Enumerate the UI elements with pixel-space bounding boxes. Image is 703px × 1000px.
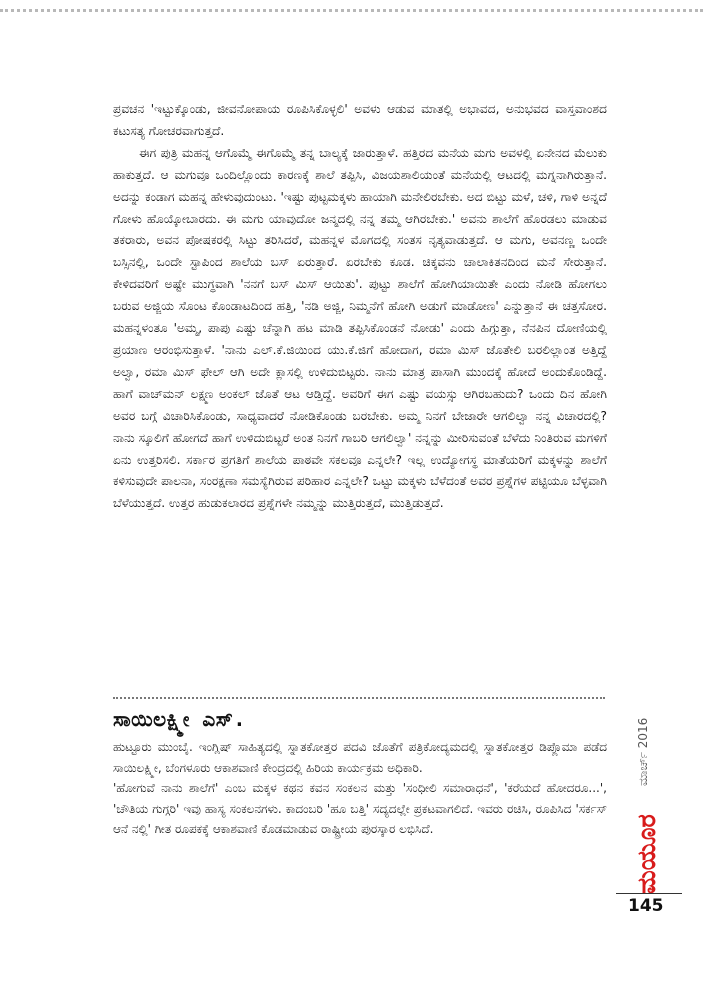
bio-paragraph: ಹುಟ್ಟೂರು ಮುಂಬೈ. ಇಂಗ್ಲಿಷ್ ಸಾಹಿತ್ಯದಲ್ಲಿ ಸ್ನಾತಕೋತ್ತರ ಪದವಿ ಜೊತೆಗೆ ಪತ್ರಿಕೋದ್ಯಮದಲ್ಲಿ ಸ್ನಾತಕೋತ್ತರ ಡಿಪ್ಲೊಮಾ ಪಡೆದ ಸಾಯಿಲಕ್ಷ್ಮೀ, ಬೆಂಗಳೂರು ಆಕಾಶವಾಣಿ ಕೇಂದ್ರದಲ್ಲಿ ಹಿರಿಯ ಕಾರ್ಯಕ್ರಮ ಅಧಿಕಾರಿ. <box>113 740 607 775</box>
issue-date: ಮಾರ್ಚ್ 2016 <box>636 717 650 786</box>
article-paragraph: ಪ್ರವಚನ 'ಇಟ್ಟುಕ್ಕೊಂಡು, ಜೀವನೋಪಾಯ ರೂಪಿಸಿಕೊಳ್ಳಲಿ' ಅವಳು ಆಡುವ ಮಾತಲ್ಲಿ ಅಭಾವದ, ಅನುಭವದ ವಾಸ್ತವಾಂಶದ ಕಟುಸತ್ಯ ಗೋಚರವಾಗುತ್ತದೆ. <box>113 102 607 138</box>
author-name-heading: ಸಾಯಿಲಕ್ಷ್ಮೀ ಎಸ್. <box>113 707 246 731</box>
section-divider <box>113 697 605 699</box>
author-bio <box>113 737 607 840</box>
bio-paragraph: 'ಹೋಗುವೆ ನಾನು ಶಾಲೆಗೆ' ಎಂಬ ಮಕ್ಕಳ ಕಥನ ಕವನ ಸಂಕಲನ ಮತ್ತು 'ಸಂಧೀಲಿ ಸಮಾರಾಧನೆ', 'ಕರೆಯದೆ ಹೋದರೂ...', 'ಚೌತಿಯ ಗುಗ್ಗರಿ' ಇವು ಹಾಸ್ಯ ಸಂಕಲನಗಳು. ಕಾದಂಬರಿ 'ಹೂ ಬತ್ತಿ' ಸದ್ಯದಲ್ಲೇ ಪ್ರಕಟವಾಗಲಿದೆ. ಇವರು ರಚಿಸಿ, ರೂಪಿಸಿದ 'ಸರ್ಕಸ್ ಆನೆ ನಲ್ಲಿ' ಗೀತ ರೂಪಕಕ್ಕೆ ಆಕಾಶವಾಣಿ ಕೊಡಮಾಡುವ ರಾಷ್ಟ್ರೀಯ ಪುರಸ್ಕಾರ ಲಭಿಸಿದೆ. <box>113 781 607 836</box>
page-number-rule <box>616 893 682 894</box>
magazine-logo: ಮಯೂರ <box>632 814 661 894</box>
article-body <box>113 99 607 515</box>
article-paragraph: ಈಗ ಪುತ್ರಿ ಮಹನ್ನ ಆಗೊಮ್ಮೆ ಈಗೊಮ್ಮೆ ತನ್ನ ಬಾಲ್ಯಕ್ಕೆ ಜಾರುತ್ತಾಳೆ. ಹತ್ತಿರದ ಮನೆಯ ಮಗು ಅವಳಲ್ಲಿ ಏನೇನದ ಮೆಲುಕು ಹಾಕುತ್ತದೆ. ಆ ಮಗುವೂ ಒಂದಿಲ್ಲೊಂದು ಕಾರಣಕ್ಕೆ ಶಾಲೆ ತಪ್ಪಿಸಿ, ವಿಜಯಶಾಲಿಯಂತೆ ಮನೆಯಲ್ಲಿ ಆಟದಲ್ಲಿ ಮಗ್ನನಾಗಿರುತ್ತಾನೆ. ಅದನ್ನು ಕಂಡಾಗ ಮಹನ್ನ ಹೇಳುವುದುಂಟು. 'ಇಷ್ಟು ಪುಟ್ಟಮಕ್ಕಳು ಹಾಯಾಗಿ ಮನೇಲಿರಬೇಕು. ಅದ ಬಿಟ್ಟು ಮಳೆ, ಚಳಿ, ಗಾಳಿ ಅನ್ನದೆ ಗೋಳು ಹೊಯ್ಕೋಬಾರದು. ಈ ಮಗು ಯಾವುದೋ ಜನ್ಮದಲ್ಲಿ ನನ್ನ ತಮ್ಮ ಆಗಿರಬೇಕು.' ಅವನು ಶಾಲೆಗೆ ಹೊರಡಲು ಮಾಡುವ ತಕರಾರು, ಅವನ ಪೋಷಕರಲ್ಲಿ ಸಿಟ್ಟು ತರಿಸಿದರೆ, ಮಹನ್ನಳ ಮೊಗದಲ್ಲಿ ಸಂತಸ ನೃತ್ಯವಾಡುತ್ತದೆ. ಆ ಮಗು, ಅವನಣ್ಣ ಒಂದೇ ಬಸ್ಸಿನಲ್ಲಿ, ಒಂದೇ ಸ್ಟಾಪಿಂದ ಶಾಲೆಯ ಬಸ್ ಏರುತ್ತಾರೆ. ಏರಬೇಕು ಕೂಡ. ಚಿಕ್ಕವನು ಚಾಲಾಕಿತನದಿಂದ ಮನೆ ಸೇರುತ್ತಾನೆ. ಕೇಳಿದವರಿಗೆ ಅಷ್ಟೇ ಮುಗ್ಧವಾಗಿ 'ನನಗೆ ಬಸ್ ಮಿಸ್ ಆಯಿತು'. ಪುಟ್ಟು ಶಾಲೆಗೆ ಹೋಗಿಯಾಯಿತೇ ಎಂದು ನೋಡಿ ಹೋಗಲು ಬರುವ ಅಜ್ಜಿಯ ಸೊಂಟ ಕೊಂಡಾಟದಿಂದ ಹತ್ತಿ, 'ನಡಿ ಅಜ್ಜಿ, ನಿಮ್ಮನೆಗೆ ಹೋಗಿ ಅಡುಗೆ ಮಾಡೋಣ' ಎನ್ನುತ್ತಾನೆ ಈ ಚತ್ತಸೋರ. ಮಹನ್ನಳಂತೂ 'ಅಮ್ಮ, ಪಾಪು ಎಷ್ಟು ಚೆನ್ನಾಗಿ ಹಟ ಮಾಡಿ ತಪ್ಪಿಸಿಕೊಂಡನೆ ನೋಡು' ಎಂದು ಹಿಗ್ಗುತ್ತಾ, ನೆನಪಿನ ದೋಣಿಯಲ್ಲಿ ಪ್ರಯಾಣ ಆರಂಭಿಸುತ್ತಾಳೆ. 'ನಾನು ಎಲ್.ಕೆ.ಜಿಯಿಂದ ಯು.ಕೆ.ಜಿಗೆ ಹೋದಾಗ, ರಮಾ ಮಿಸ್ ಜೊತೇಲಿ ಬರಲಿಲ್ಲಾಂತ ಅತ್ತಿದ್ದೆ ಅಲ್ವಾ, ರಮಾ ಮಿಸ್ ಫೇಲ್ ಆಗಿ ಅದೇ ಕ್ಲಾಸಲ್ಲಿ ಉಳಿದುಬಿಟ್ಟರು. ನಾನು ಮಾತ್ರ ಪಾಸಾಗಿ ಮುಂದಕ್ಕೆ ಹೋದೆ ಅಂದುಕೊಂಡಿದ್ದೆ. ಹಾಗೆ ವಾಚ್‌ಮನ್ ಲಕ್ಷ್ಮಣ ಅಂಕಲ್ ಜೊತೆ ಆಟ ಆಡ್ತಿದ್ದೆ. ಅವರಿಗೆ ಈಗ ಎಷ್ಟು ವಯಸ್ಸು ಆಗಿರಬಹುದು? ಒಂದು ದಿನ ಹೋಗಿ ಅವರ ಬಗ್ಗೆ ವಿಚಾರಿಸಿಕೊಂಡು, ಸಾಧ್ಯವಾದರೆ ನೋಡಿಕೊಂಡು ಬರಬೇಕು. ಅಮ್ಮ ನಿನಗೆ ಬೇಜಾರೇ ಆಗಲಿಲ್ವಾ ನನ್ನ ವಿಚಾರದಲ್ಲಿ? ನಾನು ಸ್ಕೂಲಿಗೆ ಹೋಗದೆ ಹಾಗೆ ಉಳಿದುಬಿಟ್ಟರೆ ಅಂತ ನಿನಗೆ ಗಾಬರಿ ಆಗಲಿಲ್ವಾ' ನನ್ನನ್ನು ಮೀರಿಸುವಂತೆ ಬೆಳೆದು ನಿಂತಿರುವ ಮಗಳಿಗೆ ಏನು ಉತ್ತರಿಸಲಿ. ಸರ್ಕಾರ ಪ್ರಗತಿಗೆ ಶಾಲೆಯ ಪಾಠವೇ ಸಕಲವೂ ಎನ್ನಲೇ? ಇಲ್ಲ ಉದ್ಯೋಗಸ್ಥ ಮಾತೆಯರಿಗೆ ಮಕ್ಕಳನ್ನು ಶಾಲೆಗೆ ಕಳಿಸುವುದೇ ಪಾಲನಾ, ಸಂರಕ್ಷಣಾ ಸಮಸ್ಯೆಗಿರುವ ಪರಿಹಾರ ಎನ್ನಲೇ? ಒಟ್ಟು ಮಕ್ಕಳು ಬೆಳೆದಂತೆ ಅವರ ಪ್ರಶ್ನೆಗಳ ಪಟ್ಟಿಯೂ ಬೆಳ್ಳವಾಗಿ ಬೆಳೆಯುತ್ತದೆ. ಉತ್ತರ ಹುಡುಕಲಾರದ ಪ್ರಶ್ನೆಗಳೇ ನಮ್ಮನ್ನು ಮುತ್ತಿರುತ್ತದೆ, ಮುತ್ತಿಡುತ್ತದೆ. <box>113 145 607 511</box>
page-number: 145 <box>628 896 664 916</box>
magazine-sidebar <box>622 706 682 894</box>
top-dotted-border <box>0 9 703 12</box>
